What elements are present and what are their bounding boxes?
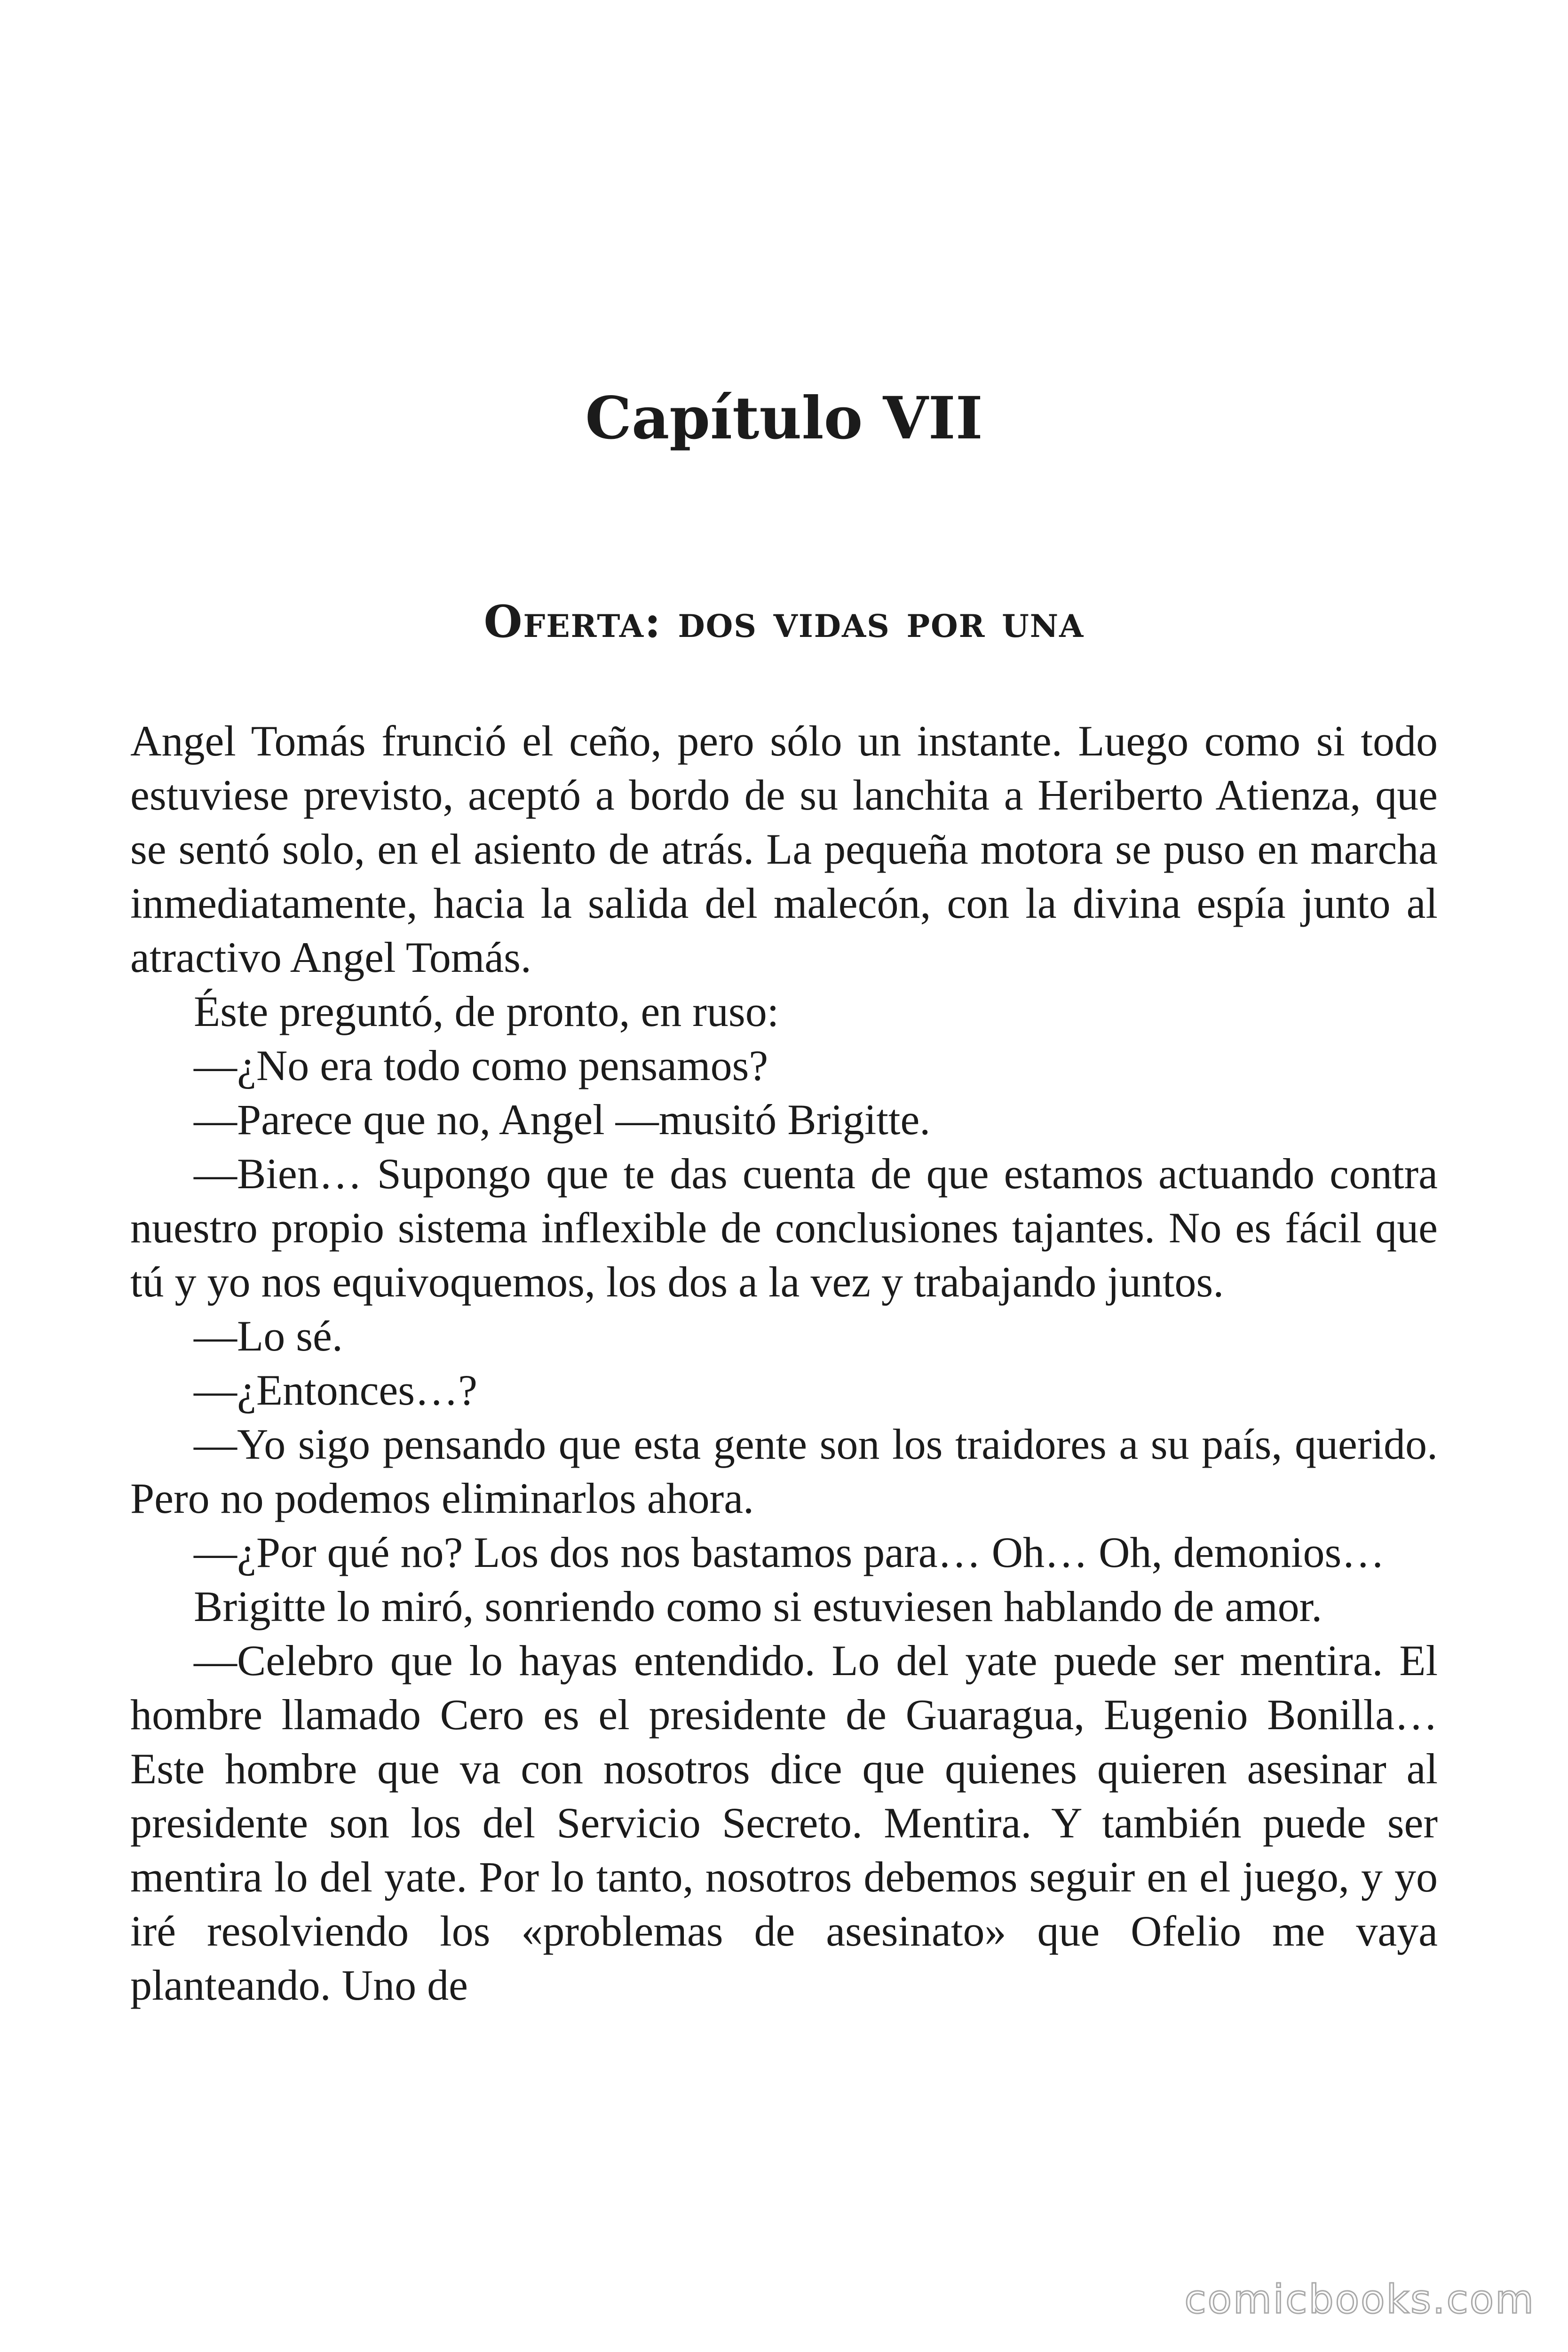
dialogue-line: —Celebro que lo hayas entendido. Lo del yate puede ser mentira. El hombre llamado Cero es el presidente de Guaragua, Eugenio Bonilla… Este hombre que va con nosotros dice que quienes quieren asesinar al presidente son los del Servicio Secreto. Mentira. Y también puede ser mentira lo del yate. Por lo tanto, nosotros debemos seguir en el juego, y yo iré resolviendo los «problemas de asesinato» que Ofelio me vaya planteando. Uno de [130, 1637, 1438, 2009]
paragraph: Angel Tomás frunció el ceño, pero sólo un instante. Luego como si todo estuviese previsto, aceptó a bordo de su lanchita a Heriberto Atienza, que se sentó solo, en el asiento de atrás. La pequeña motora se puso en marcha inmediatamente, hacia la salida del malecón, con la divina espía junto al atractivo Angel Tomás. [130, 717, 1438, 981]
dialogue-line: —Bien… Supongo que te das cuenta de que estamos actuando contra nuestro propio sistema inflexible de conclusiones tajantes. No es fácil que tú y yo nos equivoquemos, los dos a la vez y trabajando juntos. [130, 1150, 1438, 1306]
watermark: comicbooks.com [1184, 2276, 1535, 2322]
body-text [130, 714, 1438, 2012]
dialogue-line: —Lo sé. [194, 1312, 343, 1360]
dialogue-line: —¿No era todo como pensamos? [194, 1041, 768, 1089]
dialogue-line: —¿Entonces…? [194, 1366, 477, 1414]
dialogue-line: —¿Por qué no? Los dos nos bastamos para… Oh… Oh, demonios… [194, 1528, 1385, 1576]
chapter-title: Capítulo VII [585, 384, 983, 453]
paragraph: Brigitte lo miró, sonriendo como si estuviesen hablando de amor. [194, 1582, 1323, 1630]
dialogue-line: —Parece que no, Angel —musitó Brigitte. [194, 1096, 931, 1144]
dialogue-line: —Yo sigo pensando que esta gente son los traidores a su país, querido. Pero no podemos eliminarlos ahora. [130, 1420, 1438, 1522]
paragraph: Éste preguntó, de pronto, en ruso: [194, 987, 779, 1035]
chapter-subtitle: Oferta: dos vidas por una [483, 596, 1085, 648]
